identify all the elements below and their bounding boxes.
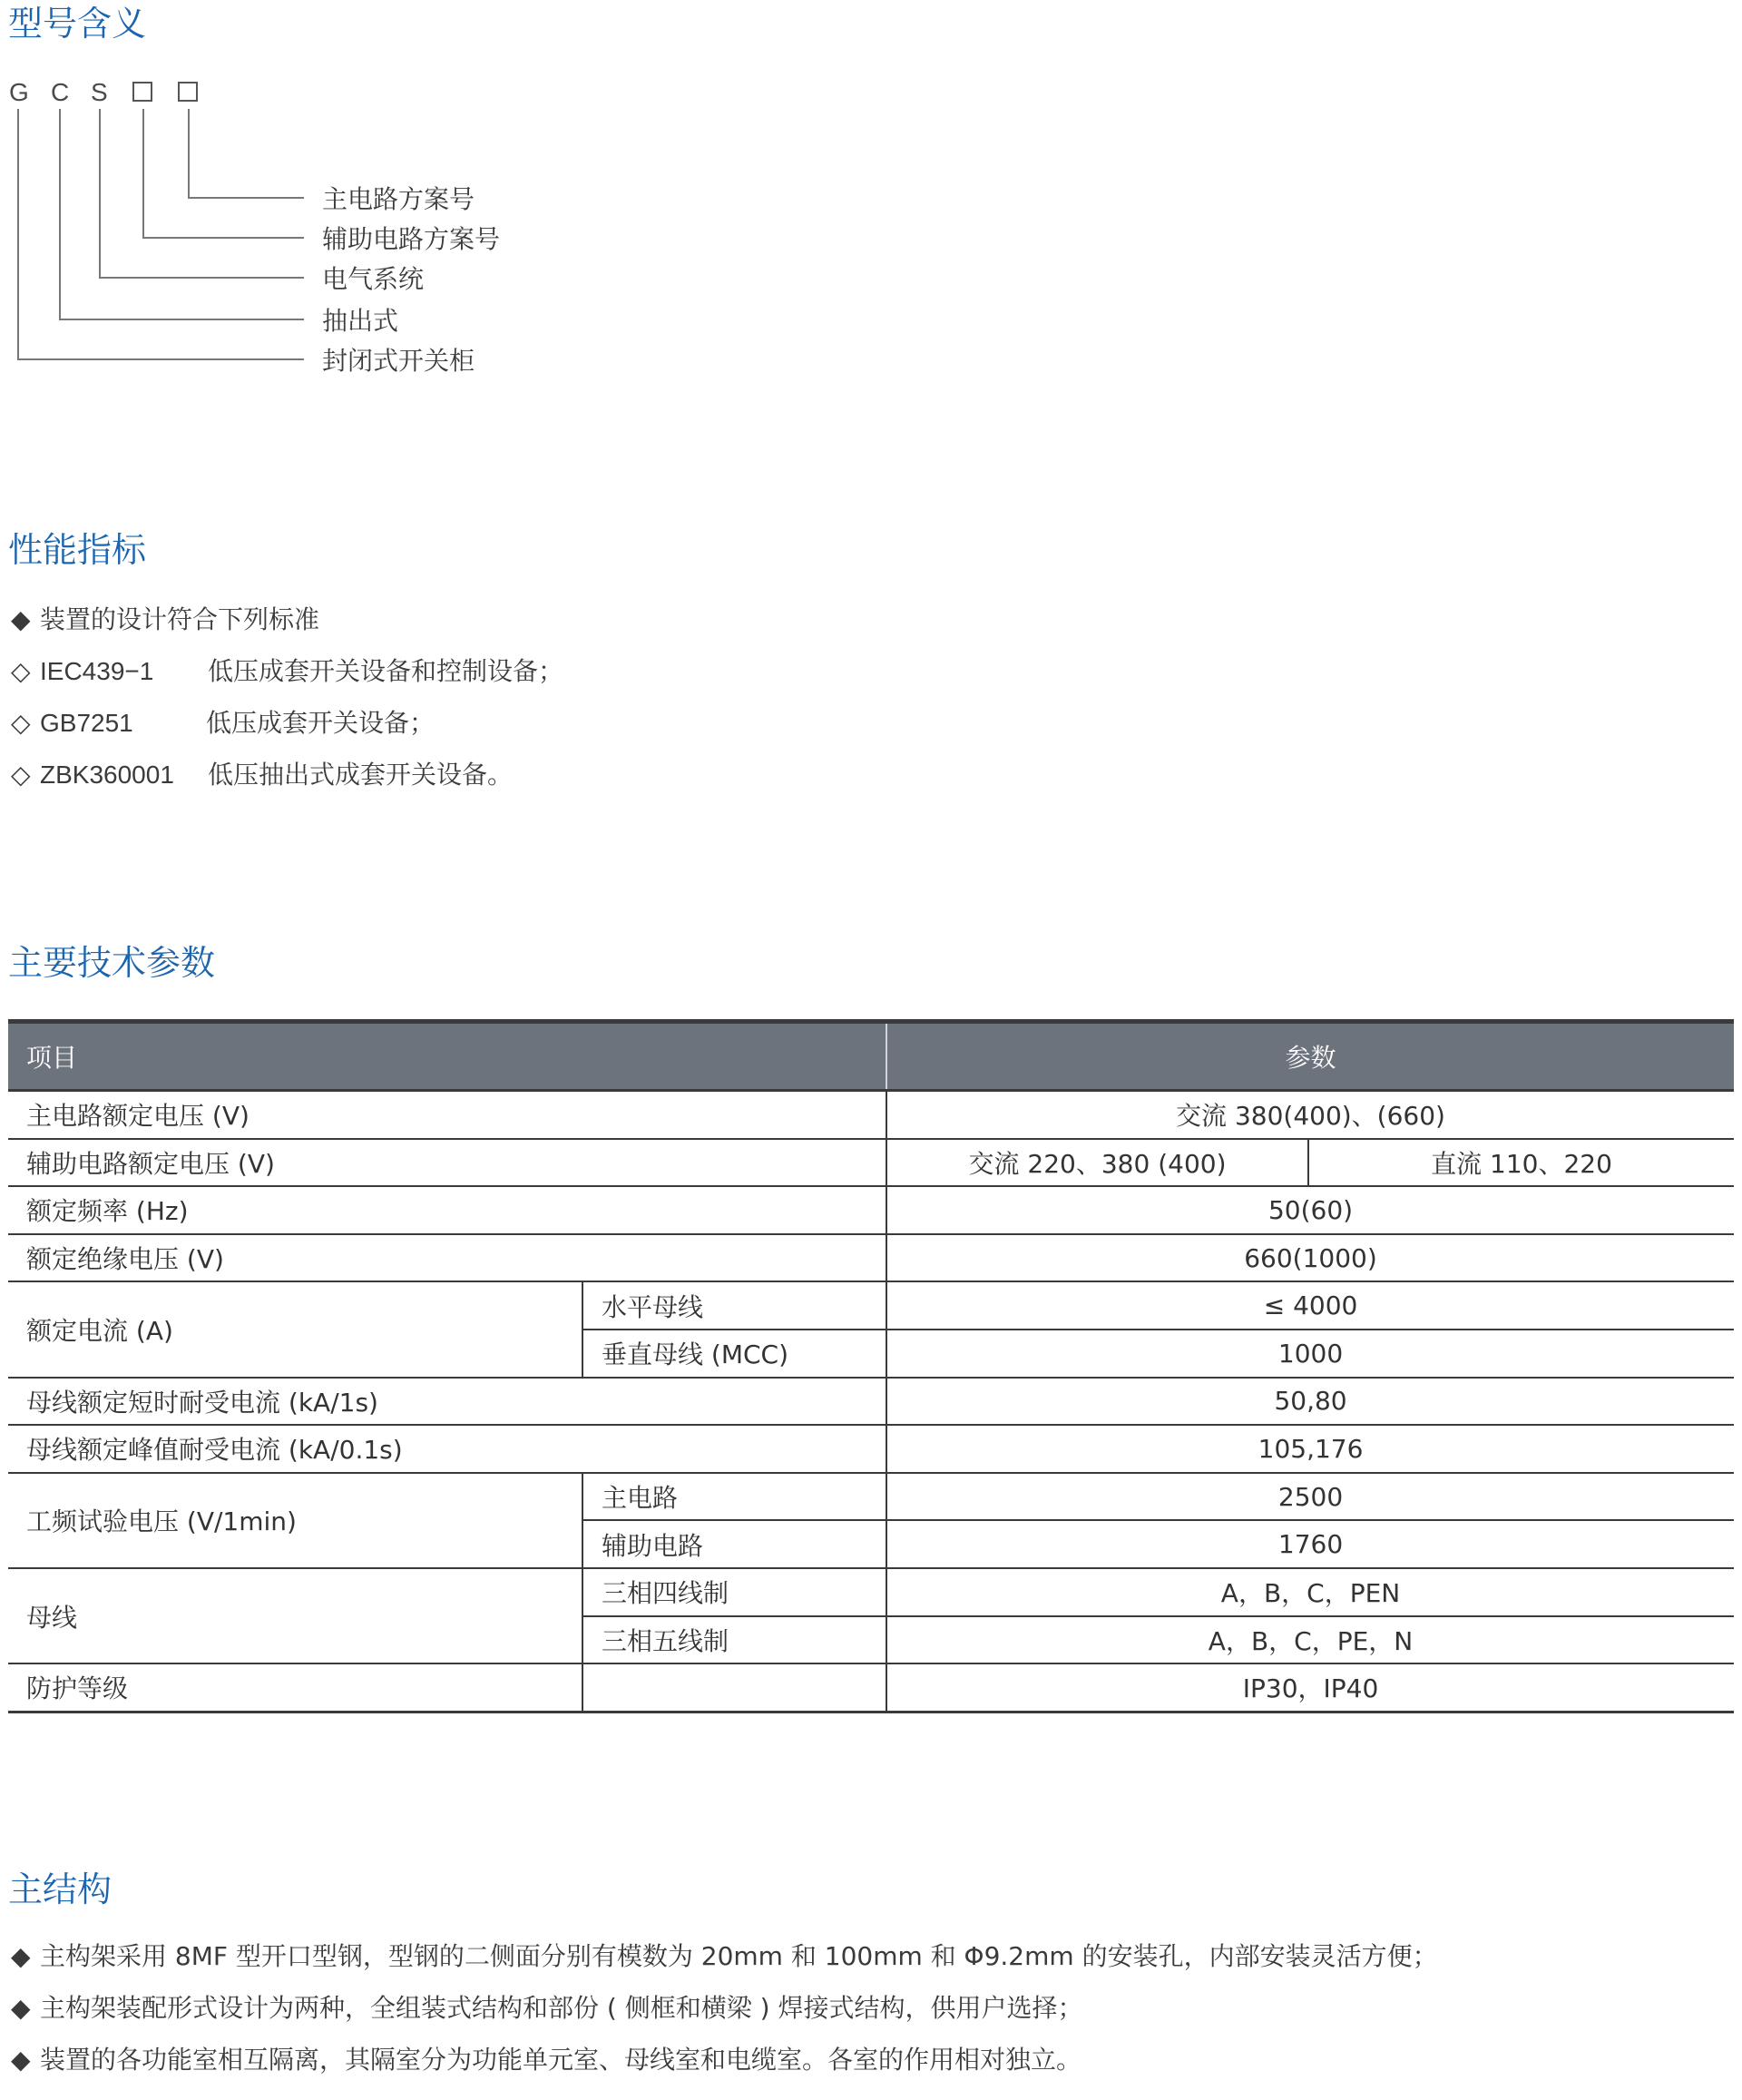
leader-line-draw-out — [60, 109, 304, 319]
row-value: 50,80 — [886, 1378, 1734, 1426]
diamond-filled-icon: ◆ — [11, 1941, 31, 1971]
standard-desc: 低压成套开关设备； — [206, 708, 436, 738]
structure-item — [11, 1992, 1082, 2025]
table-row — [8, 1139, 1734, 1187]
performance-heading: 性能指标 — [8, 530, 147, 570]
model-code-diagram — [0, 100, 327, 372]
row-sublabel: 主电路 — [582, 1473, 886, 1521]
row-value: IP30，IP40 — [886, 1663, 1734, 1712]
row-value: 50(60) — [886, 1186, 1734, 1234]
row-value: 660(1000) — [886, 1234, 1734, 1282]
header-item: 项目 — [8, 1022, 886, 1091]
row-label: 额定绝缘电压 (V) — [8, 1234, 886, 1282]
row-value-ac: 交流 220、380 (400) — [886, 1139, 1308, 1187]
table-row — [8, 1091, 1734, 1139]
table-row — [8, 1186, 1734, 1234]
code-placeholder-box-2 — [178, 82, 198, 102]
diamond-filled-icon: ◆ — [11, 2045, 31, 2075]
diamond-filled-icon: ◆ — [11, 604, 31, 634]
structure-item-text: 主构架采用 8MF 型开口型钢，型钢的二侧面分别有模数为 20mm 和 100mm 和 Φ9.2mm 的安装孔，内部安装灵活方便； — [40, 1941, 1438, 1971]
row-sublabel: 三相五线制 — [582, 1616, 886, 1664]
row-label: 母线额定短时耐受电流 (kA/1s) — [8, 1378, 886, 1426]
standard-item — [11, 655, 563, 688]
row-value: 2500 — [886, 1473, 1734, 1521]
code-letter-g: G — [9, 78, 29, 106]
standard-code: ZBK360001 — [40, 761, 174, 789]
row-label: 母线额定峰值耐受电流 (kA/0.1s) — [8, 1425, 886, 1473]
row-value: A，B，C，PEN — [886, 1568, 1734, 1616]
row-label: 工频试验电压 (V/1min) — [8, 1473, 582, 1568]
row-value: 1760 — [886, 1520, 1734, 1568]
header-param: 参数 — [886, 1022, 1734, 1091]
row-value: 105,176 — [886, 1425, 1734, 1473]
diamond-outline-icon: ◇ — [11, 760, 31, 790]
row-value: ≤ 4000 — [886, 1281, 1734, 1330]
standard-code: IEC439−1 — [40, 657, 154, 685]
row-value: 交流 380(400)、(660) — [886, 1091, 1734, 1139]
row-value: A，B，C，PE，N — [886, 1616, 1734, 1664]
model-label-electrical-system: 电气系统 — [322, 264, 425, 294]
table-row — [8, 1568, 1734, 1616]
row-value-dc: 直流 110、220 — [1308, 1139, 1734, 1187]
diamond-outline-icon: ◇ — [11, 708, 31, 738]
standard-item — [11, 707, 435, 740]
row-value: 1000 — [886, 1330, 1734, 1378]
row-sublabel: 辅助电路 — [582, 1520, 886, 1568]
performance-intro — [11, 604, 319, 636]
structure-item-text: 装置的各功能室相互隔离，其隔室分为功能单元室、母线室和电缆室。各室的作用相对独立。 — [40, 2045, 1082, 2075]
row-sublabel: 垂直母线 (MCC) — [582, 1330, 886, 1378]
table-row — [8, 1473, 1734, 1521]
row-label: 母线 — [8, 1568, 582, 1663]
table-row — [8, 1663, 1734, 1712]
standard-code: GB7251 — [40, 709, 133, 737]
model-label-enclosed-switchgear: 封闭式开关柜 — [322, 346, 475, 376]
model-label-draw-out: 抽出式 — [322, 306, 399, 336]
code-letter-s: S — [91, 78, 108, 106]
standard-desc: 低压成套开关设备和控制设备； — [208, 656, 564, 686]
leader-line-main-circuit — [189, 109, 304, 198]
leader-line-enclosed — [18, 109, 304, 359]
diamond-filled-icon: ◆ — [11, 1993, 31, 2023]
row-label: 主电路额定电压 (V) — [8, 1091, 886, 1139]
model-heading: 型号含义 — [8, 4, 147, 44]
structure-item — [11, 2044, 1081, 2076]
leader-line-aux-circuit — [143, 109, 304, 238]
row-label: 辅助电路额定电压 (V) — [8, 1139, 886, 1187]
table-row — [8, 1378, 1734, 1426]
leader-line-electrical-system — [100, 109, 304, 278]
structure-item-text: 主构架装配形式设计为两种，全组装式结构和部份 ( 侧框和横梁 ) 焊接式结构，供用户选择； — [40, 1993, 1083, 2023]
performance-intro-text: 装置的设计符合下列标准 — [40, 604, 320, 634]
row-label: 额定频率 (Hz) — [8, 1186, 886, 1234]
table-header-row — [8, 1022, 1734, 1091]
row-label: 额定电流 (A) — [8, 1281, 582, 1377]
model-label-main-circuit: 主电路方案号 — [322, 184, 475, 214]
table-row — [8, 1281, 1734, 1330]
tech-params-table — [8, 1019, 1734, 1713]
standard-item — [11, 759, 513, 791]
code-placeholder-box-1 — [132, 82, 152, 102]
row-sublabel: 三相四线制 — [582, 1568, 886, 1616]
row-sublabel-empty — [582, 1663, 886, 1712]
row-sublabel: 水平母线 — [582, 1281, 886, 1330]
table-row — [8, 1425, 1734, 1473]
params-heading: 主要技术参数 — [8, 943, 216, 983]
structure-heading: 主结构 — [8, 1869, 113, 1909]
row-label: 防护等级 — [8, 1663, 582, 1712]
diamond-outline-icon: ◇ — [11, 656, 31, 686]
code-letter-c: C — [51, 78, 70, 106]
structure-item — [11, 1940, 1438, 1973]
model-label-aux-circuit: 辅助电路方案号 — [322, 224, 501, 254]
standard-desc: 低压抽出式成套开关设备。 — [208, 760, 514, 790]
table-row — [8, 1234, 1734, 1282]
